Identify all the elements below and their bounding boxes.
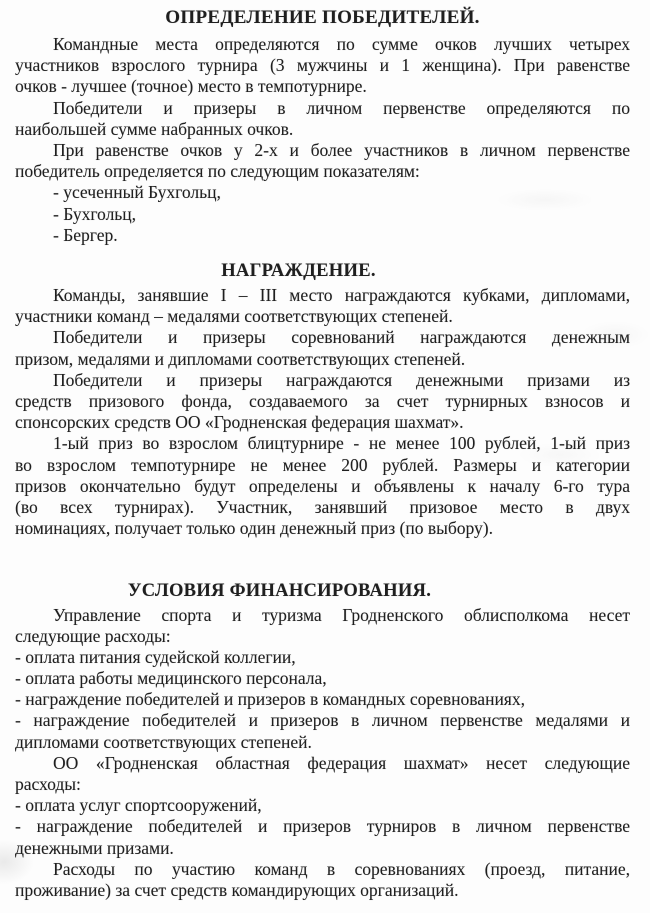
text-line: средств призового фонда, создаваемого за счет турнирных взносов и xyxy=(15,391,630,412)
section-heading-financing: УСЛОВИЯ ФИНАНСИРОВАНИЯ. xyxy=(127,581,432,602)
text-line: - оплата работы медицинского персонала, xyxy=(15,668,327,689)
section-winners-body xyxy=(15,34,630,246)
text-line: следующие расходы: xyxy=(15,625,171,646)
text-line: победитель определяется по следующим показателям: xyxy=(15,161,420,182)
text-line: Расходы по участию команд в соревнованиях (проезд, питание, xyxy=(53,858,630,879)
text-line: Команды, занявшие I – III место награждаются кубками, дипломами, xyxy=(53,285,630,306)
text-line: - оплата услуг спортсооружений, xyxy=(15,795,262,816)
text-line: Командные места определяются по сумме очков лучших четырех xyxy=(53,34,630,54)
text-line: во взрослом темпотурнире не менее 200 рублей. Размеры и категории xyxy=(15,454,630,475)
text-line: спонсорских средств ОО «Гродненская федерация шахмат». xyxy=(15,412,464,433)
text-line: Победители и призеры награждаются денежными призами из xyxy=(53,369,630,390)
text-line: участников взрослого турнира (3 мужчины и 1 женщина). При равенстве xyxy=(15,55,630,76)
text-line: - награждение победителей и призеров в командных соревнованиях, xyxy=(15,689,525,710)
text-line: призом, медалями и дипломами соответствующих степеней. xyxy=(15,348,466,369)
text-line: При равенстве очков у 2-х и более участников в личном первенстве xyxy=(53,139,630,160)
text-line: денежными призами. xyxy=(15,837,174,858)
text-line: Победители и призеры в личном первенстве определяются по xyxy=(53,97,630,118)
section-awards-body xyxy=(15,285,630,539)
section-financing-body xyxy=(15,605,630,902)
section-heading-awards: НАГРАЖДЕНИЕ. xyxy=(221,260,376,281)
text-line: Управление спорта и туризма Гродненского облисполкома несет xyxy=(53,604,630,625)
text-line: - награждение победителей и призеров турниров в личном первенстве xyxy=(15,816,630,837)
text-line: Победители и призеры соревнований награждаются денежным xyxy=(53,327,630,348)
text-line: дипломами соответствующих степеней. xyxy=(15,731,312,752)
text-line: - усеченный Бухгольц, xyxy=(53,182,221,203)
text-line: - награждение победителей и призеров в личном первенстве медалями и xyxy=(15,710,630,731)
text-line: участники команд – медалями соответствующих степеней. xyxy=(15,306,453,327)
text-line: (во всех турнирах). Участник, занявший призовое место в двух xyxy=(15,496,630,517)
text-line: ОО «Гродненская областная федерация шахмат» несет следующие xyxy=(53,752,630,773)
text-line: - оплата питания судейской коллегии, xyxy=(15,646,296,667)
text-line: - Бухгольц, xyxy=(53,203,137,224)
text-line: расходы: xyxy=(15,774,81,795)
text-line: 1-ый приз во взрослом блицтурнире - не менее 100 рублей, 1-ый приз xyxy=(53,433,630,454)
document-title: ОПРЕДЕЛЕНИЕ ПОБЕДИТЕЛЕЙ. xyxy=(165,7,480,28)
text-line: - Бергер. xyxy=(53,224,118,245)
text-line: наибольшей сумме набранных очков. xyxy=(15,118,294,139)
text-line: призов окончательно будут определены и объявлены к началу 6-го тура xyxy=(15,475,630,496)
text-line: проживание) за счет средств командирующих организаций. xyxy=(15,879,459,900)
text-line: номинациях, получает только один денежный приз (по выбору). xyxy=(15,518,493,539)
text-line: очков - лучшее (точное) место в темпотурнире. xyxy=(15,76,367,97)
